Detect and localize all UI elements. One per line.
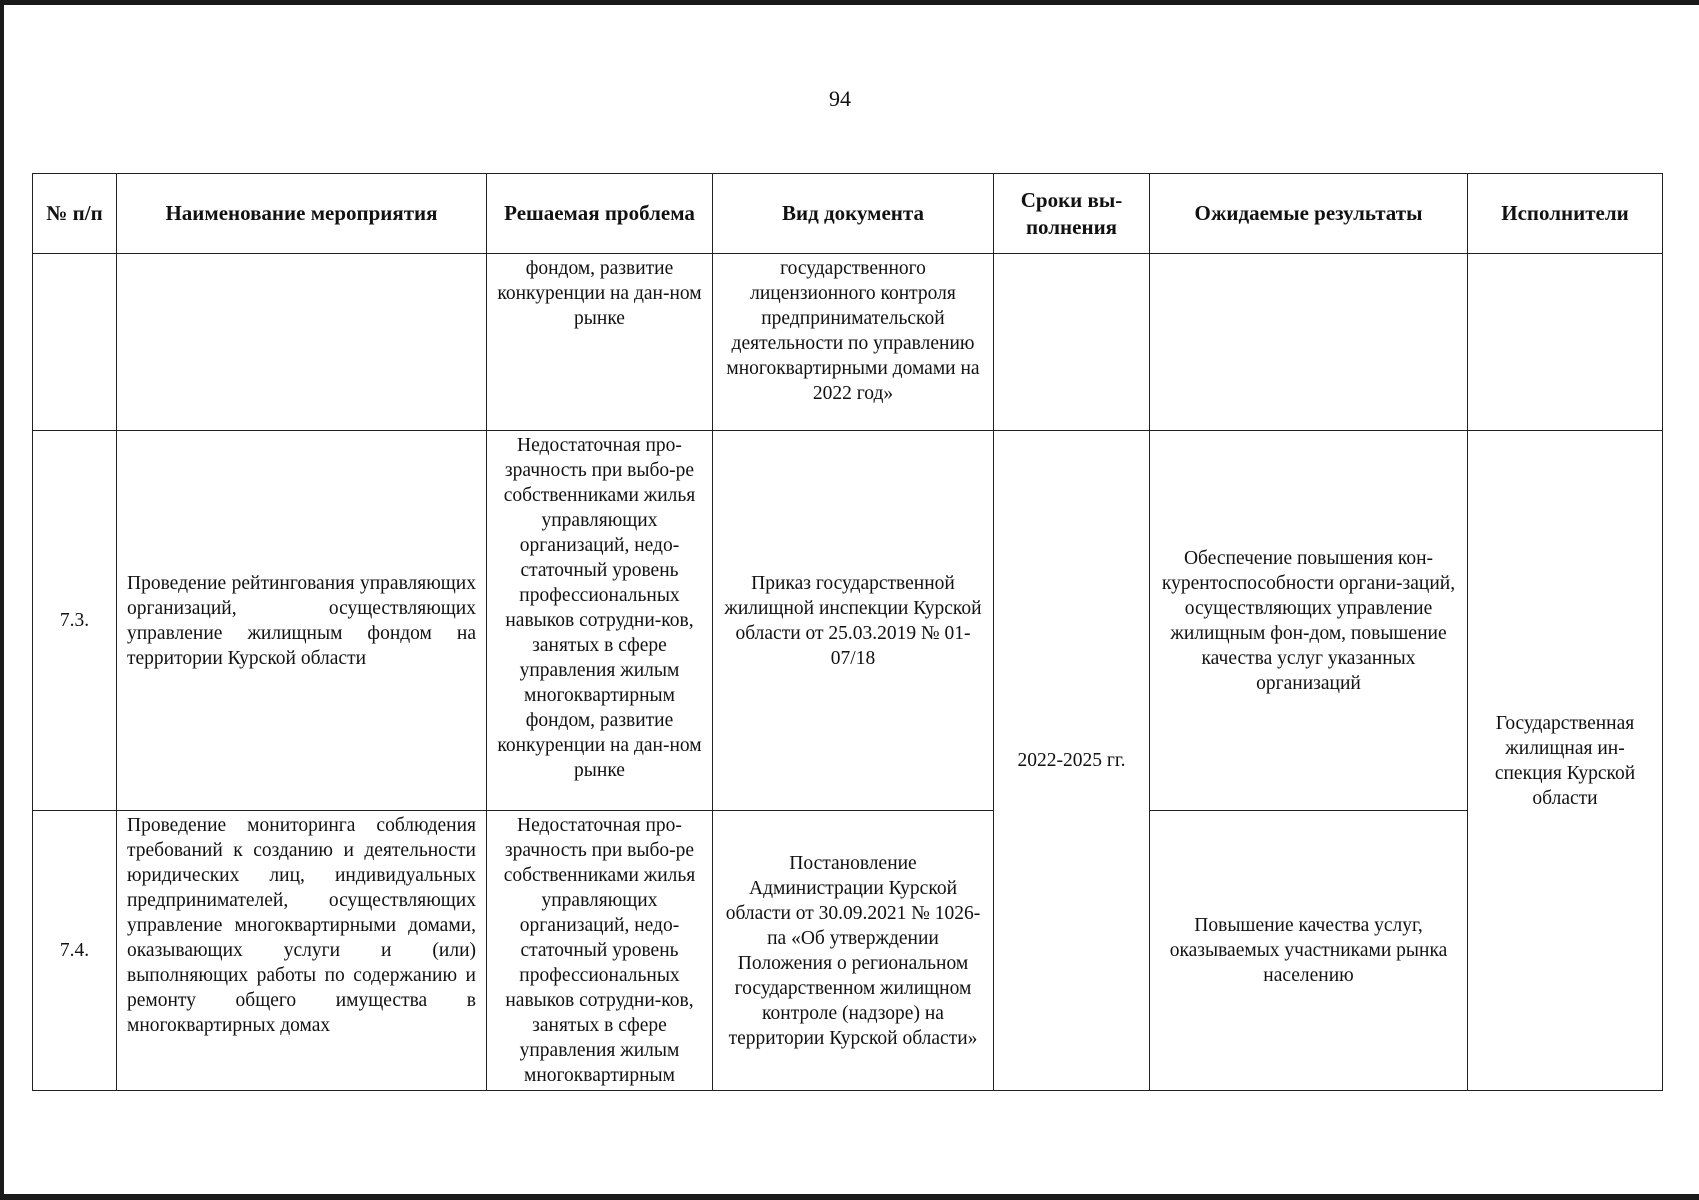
cell-num: 7.4.	[33, 811, 117, 1091]
scan-border-top	[0, 0, 1699, 5]
cell-result: Обеспечение повышения кон-курентоспособности органи-заций, осуществляющих управление жилищным фон-дом, повышение качества услуг указанных организаций	[1150, 431, 1468, 811]
cell-num-empty	[33, 254, 117, 431]
cell-result: Повышение качества услуг, оказываемых участниками рынка населению	[1150, 811, 1468, 1091]
table-header-row	[33, 174, 1663, 254]
header-doc: Вид документа	[713, 174, 994, 254]
table-row-7-4	[33, 811, 1663, 1091]
cell-problem: Недостаточная про-зрачность при выбо-ре собственниками жилья управляющих организаций, недо-статочный уровень профессиональных навыков сотрудни-ков, занятых в сфере управления жилым многоквартирным	[487, 811, 713, 1091]
measures-table	[32, 173, 1663, 1091]
cell-name-empty	[117, 254, 487, 431]
cell-num: 7.3.	[33, 431, 117, 811]
header-result: Ожидаемые результаты	[1150, 174, 1468, 254]
cell-doc: Постановление Администрации Курской области от 30.09.2021 № 1026-па «Об утверждении Положения о региональном государственном жилищном контроле (надзоре) на территории Курской области»	[713, 811, 994, 1091]
cell-problem: Недостаточная про-зрачность при выбо-ре собственниками жилья управляющих организаций, недо-статочный уровень профессиональных навыков сотрудни-ков, занятых в сфере управления жилым многоквартирным фондом, развитие конкуренции на дан-ном рынке	[487, 431, 713, 811]
scan-border-bottom	[0, 1194, 1699, 1200]
table-row-continued	[33, 254, 1663, 431]
header-name: Наименование мероприятия	[117, 174, 487, 254]
header-num: № п/п	[33, 174, 117, 254]
page-number: 94	[829, 86, 851, 111]
cell-executor-shared: Государственная жилищная ин-спекция Курской области	[1468, 431, 1663, 1091]
cell-executor-empty	[1468, 254, 1663, 431]
cell-name: Проведение мониторинга соблюдения требований к созданию и деятельности юридических лиц, индивидуальных предпринимателей, осуществляющих управление многоквартирными домами, оказывающих услуги и (или) выполняющих работы по содержанию и ремонту общего имущества в многоквартирных домах	[117, 811, 487, 1091]
cell-result-empty	[1150, 254, 1468, 431]
header-term: Сроки вы-полнения	[994, 174, 1150, 254]
cell-name: Проведение рейтингования управляющих организаций, осуществляющих управление жилищным фондом на территории Курской области	[117, 431, 487, 811]
cell-term-empty	[994, 254, 1150, 431]
cell-doc: Приказ государственной жилищной инспекции Курской области от 25.03.2019 № 01-07/18	[713, 431, 994, 811]
cell-doc: государственного лицензионного контроля предпринимательской деятельности по управлению многоквартирными домами на 2022 год»	[713, 254, 994, 431]
cell-problem: фондом, развитие конкуренции на дан-ном рынке	[487, 254, 713, 431]
header-executor: Исполнители	[1468, 174, 1663, 254]
cell-term-shared: 2022-2025 гг.	[994, 431, 1150, 1091]
header-problem: Решаемая проблема	[487, 174, 713, 254]
table-row-7-3	[33, 431, 1663, 811]
scan-border-left	[0, 0, 4, 1200]
